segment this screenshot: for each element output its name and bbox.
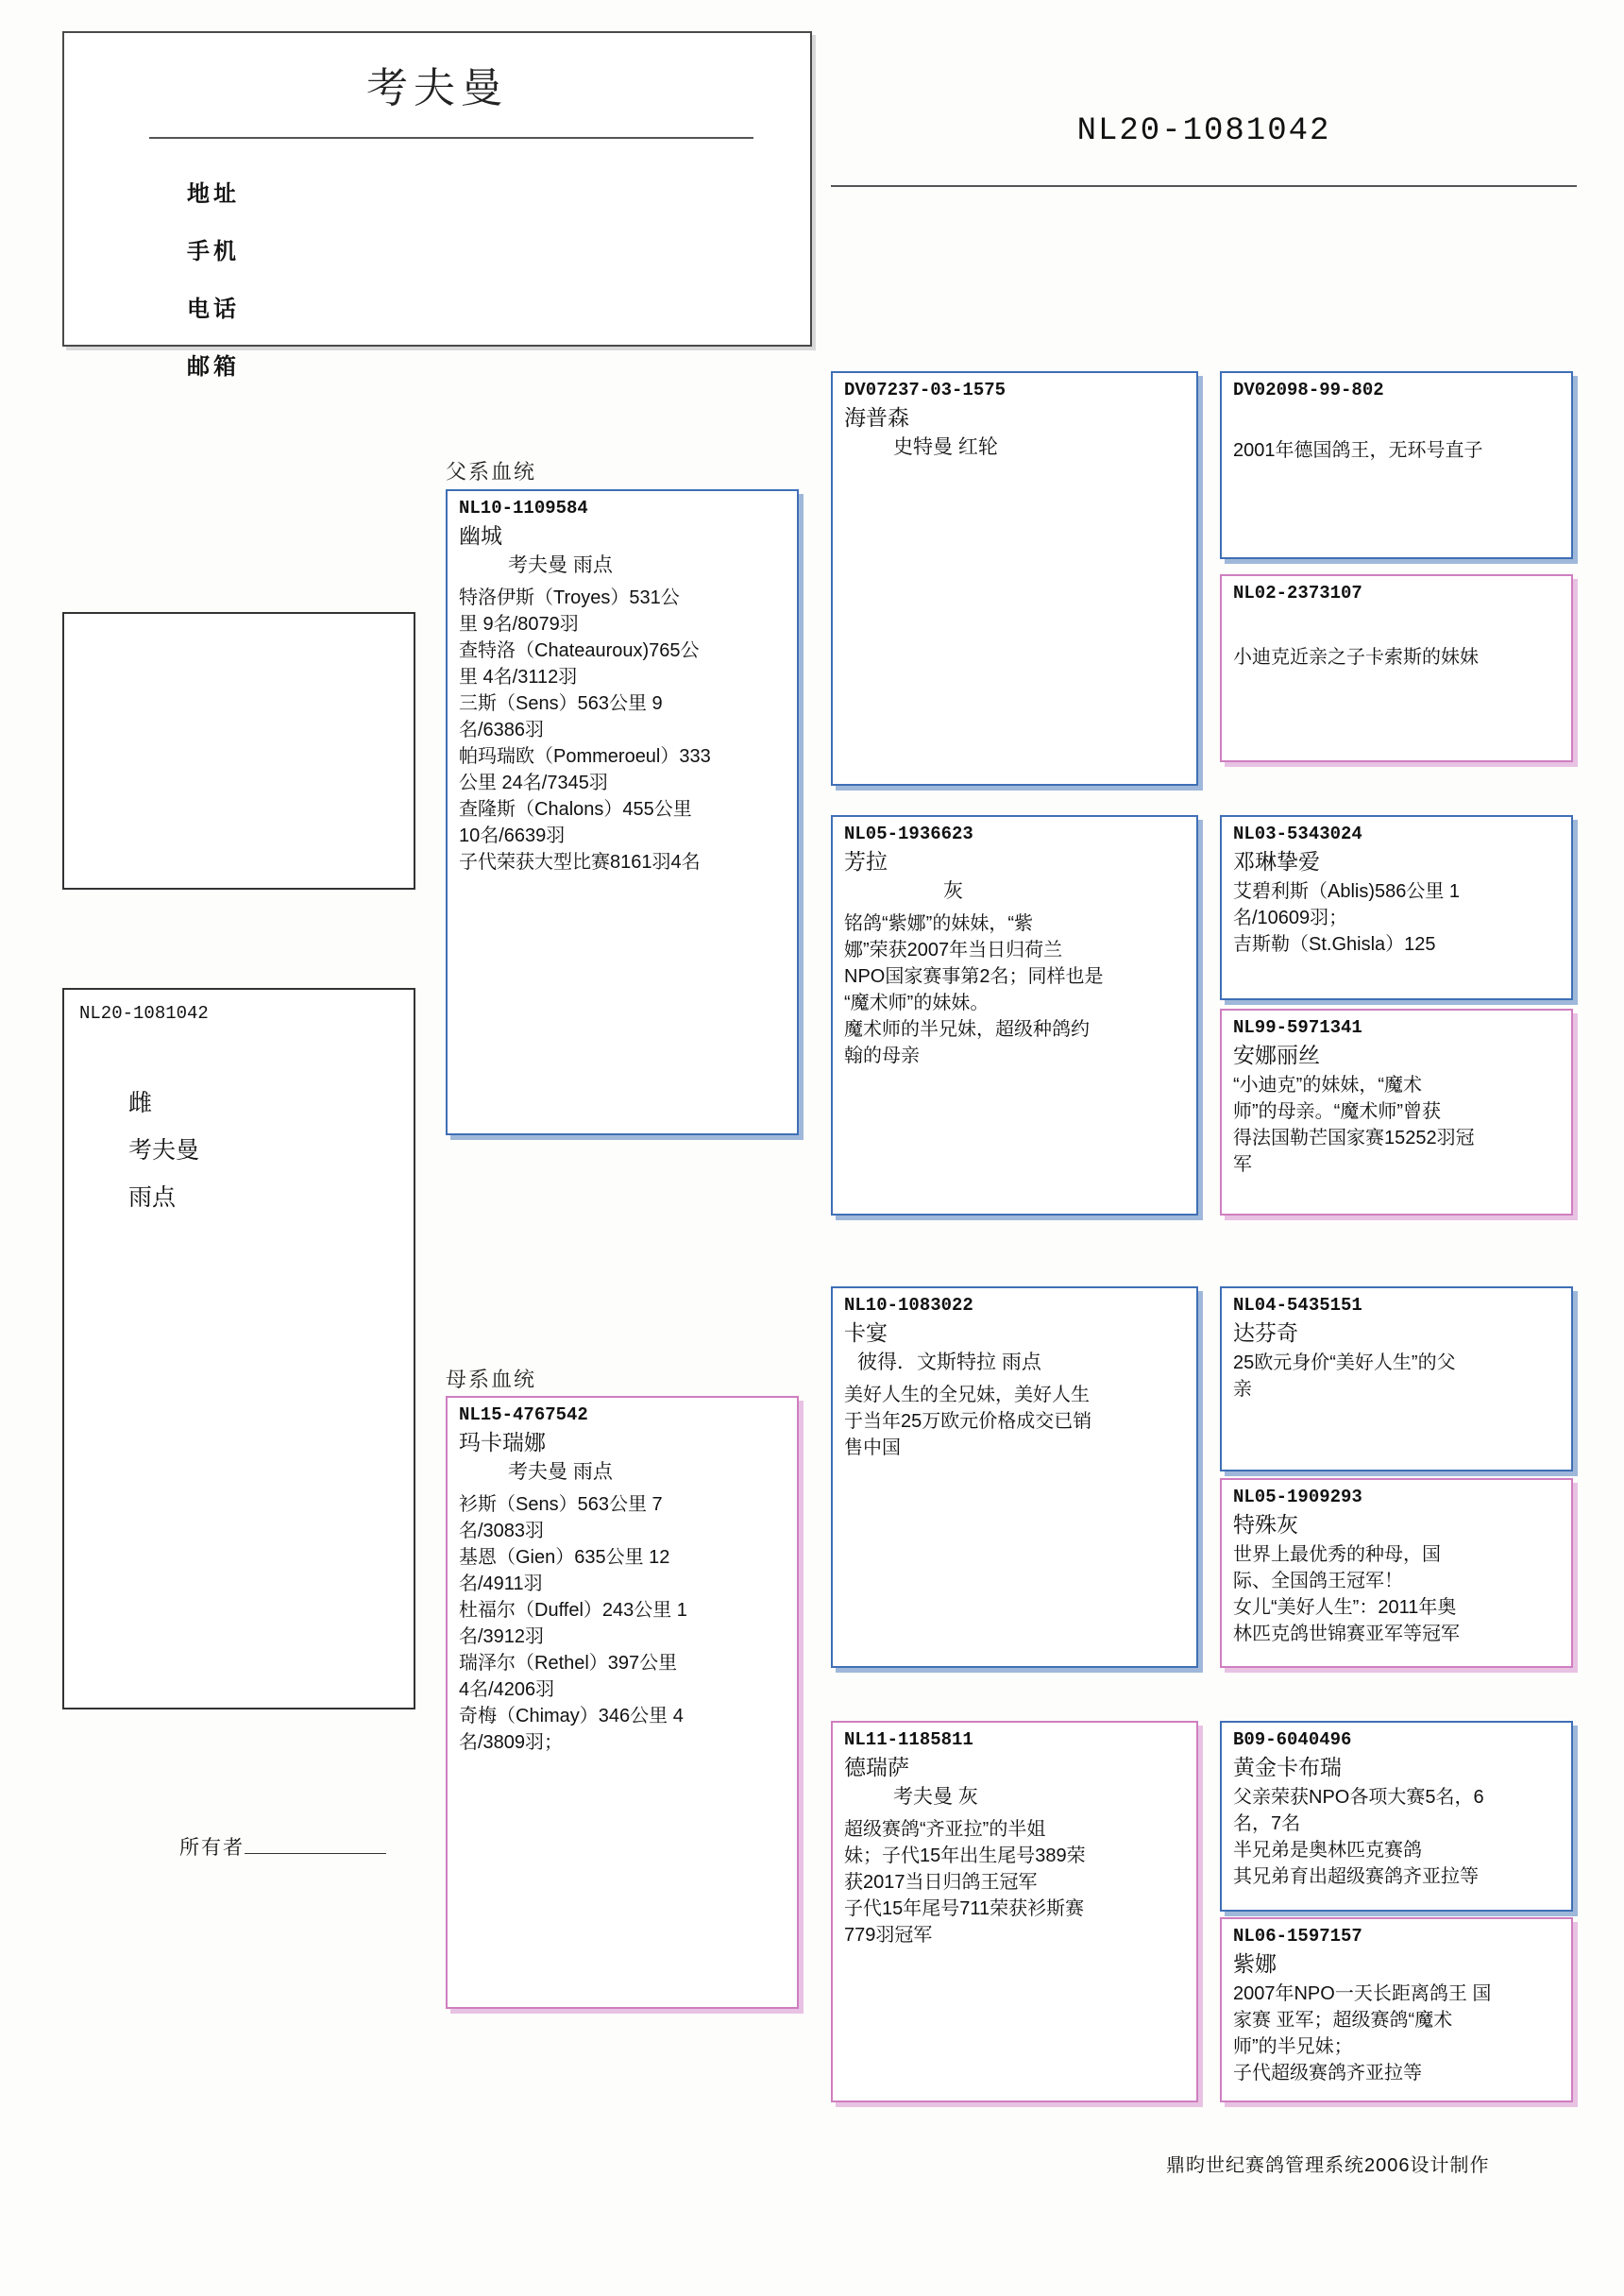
ggp-4-ring-number: NL99-5971341 [1233,1017,1362,1038]
note-line: 美好人生的全兄妹，美好人生 [844,1384,1090,1405]
note-line: 父亲荣获NPO各项大赛5名，6 [1233,1786,1484,1808]
ggp-8-notes [1233,1981,1560,2085]
note-line: 小迪克近亲之子卡索斯的妹妹 [1233,647,1479,668]
grandparent-4-subtitle: 考夫曼 灰 [893,1785,978,1808]
owner-signature-label: 所有者 [179,1837,245,1859]
grandparent-4-notes [844,1817,1185,1947]
sire-subtitle: 考夫曼 雨点 [508,553,613,576]
dam-result-line: 瑞泽尔（Rethel）397公里 [459,1652,678,1674]
grandparent-box-3 [831,1286,1198,1668]
note-line: 得法国勒芒国家赛15252羽冠 [1233,1127,1475,1148]
ggp-3-name: 邓琳挚爱 [1233,849,1320,874]
note-line: 名，7名 [1233,1812,1301,1834]
owner-divider [149,137,753,139]
owner-signature-line [179,1832,386,1861]
owner-field-email: 邮箱 [187,354,240,380]
grandparent-1-name: 海普森 [844,405,909,430]
owner-info-box [62,31,812,380]
dam-result-line: 4名/4206羽 [459,1678,555,1700]
note-line: 翰的母亲 [844,1045,920,1066]
subject-bird-box [62,988,415,1709]
note-line: 师”的母亲。“魔术师”曾获 [1233,1100,1441,1122]
owner-name: 考夫曼 [366,65,508,111]
dam-result-line: 名/3912羽 [459,1625,545,1647]
dam-ring-number: NL15-4767542 [459,1404,588,1425]
grandparent-4-name: 德瑞萨 [844,1755,909,1779]
great-grandparent-box-3 [1220,815,1573,1000]
subject-color: 雨点 [128,1184,177,1211]
dam-result-line: 杜福尔（Duffel）243公里 1 [459,1599,687,1621]
note-line: 师”的半兄妹； [1233,2035,1353,2057]
note-line: 售中国 [844,1437,901,1458]
ggp-8-ring-number: NL06-1597157 [1233,1926,1362,1947]
note-line: 家赛 亚军；超级赛鸽“魔术 [1233,2009,1453,2031]
note-line: 子代15年尾号711荣获衫斯赛 [844,1897,1085,1919]
dam-box [446,1396,799,2009]
dam-subtitle: 考夫曼 雨点 [508,1460,613,1483]
note-line: 世界上最优秀的种母，国 [1233,1543,1441,1565]
grandparent-1-ring-number: DV07237-03-1575 [844,380,1007,400]
ggp-7-name: 黄金卡布瑞 [1233,1755,1342,1779]
ggp-3-notes [1233,879,1560,957]
great-grandparent-box-2 [1220,574,1573,762]
dam-result-line: 名/4911羽 [459,1573,543,1594]
great-grandparent-box-5 [1220,1286,1573,1471]
ggp-4-name: 安娜丽丝 [1233,1043,1320,1067]
sire-result-line: 里 4名/3112羽 [459,666,578,688]
note-line: 其兄弟育出超级赛鸽齐亚拉等 [1233,1865,1479,1887]
note-line: 林匹克鸽世锦赛亚军等冠军 [1233,1623,1460,1644]
ggp-7-notes [1233,1785,1560,1889]
sire-result-line: 里 9名/8079羽 [459,613,579,635]
title-divider [831,185,1577,187]
sire-box [446,489,799,1135]
subject-sex: 雌 [128,1090,153,1116]
ggp-8-name: 紫娜 [1233,1951,1277,1976]
owner-field-phone: 电话 [187,297,240,322]
great-grandparent-box-6 [1220,1478,1573,1668]
dam-result-line: 衫斯（Sens）563公里 7 [459,1493,663,1515]
grandparent-box-1 [831,371,1198,786]
ggp-2-ring-number: NL02-2373107 [1233,583,1362,604]
note-line: 获2017当日归鸽王冠军 [844,1871,1038,1893]
sire-result-line: 特洛伊斯（Troyes）531公 [459,587,680,608]
owner-field-mobile: 手机 [187,239,240,264]
ggp-1-notes [1233,438,1560,463]
great-grandparent-box-4 [1220,1009,1573,1216]
grandparent-3-subtitle: 彼得．文斯特拉 雨点 [857,1351,1041,1373]
dam-name: 玛卡瑞娜 [459,1430,546,1454]
grandparent-box-4 [831,1721,1198,2102]
sire-name: 幽城 [459,523,502,548]
dam-result-line: 名/3809羽； [459,1731,564,1753]
sire-result-line: 查隆斯（Chalons）455公里 [459,798,692,820]
ggp-7-ring-number: B09-6040496 [1233,1729,1352,1750]
ggp-5-ring-number: NL04-5435151 [1233,1295,1362,1316]
grandparent-2-ring-number: NL05-1936623 [844,824,973,844]
ggp-5-name: 达芬奇 [1233,1320,1298,1345]
footer-credit: 鼎昀世纪赛鸽管理系统2006设计制作 [1166,2155,1490,2176]
grandparent-3-ring-number: NL10-1083022 [844,1295,973,1316]
note-line: 际、全国鸽王冠军！ [1233,1570,1403,1591]
grandparent-box-2 [831,815,1198,1216]
note-line: “小迪克”的妹妹，“魔术 [1233,1074,1422,1096]
note-line: 吉斯勒（St.Ghisla）125 [1233,933,1436,955]
note-line: 2007年NPO一天长距离鸽王 国 [1233,1982,1492,2004]
grandparent-2-subtitle: 灰 [943,879,963,902]
photo-placeholder-box [62,612,415,890]
note-line: 于当年25万欧元价格成交已销 [844,1410,1092,1432]
grandparent-1-subtitle: 史特曼 红轮 [893,435,998,458]
dam-results [459,1492,786,1755]
owner-signature-blank [245,1834,386,1854]
sire-result-line: 三斯（Sens）563公里 9 [459,692,663,714]
subject-ring-number: NL20-1081042 [79,1003,209,1024]
note-line: 名/10609羽； [1233,907,1348,928]
sire-result-line: 名/6386羽 [459,719,545,740]
note-line: 超级赛鸽“齐亚拉”的半姐 [844,1818,1046,1840]
ggp-6-name: 特殊灰 [1233,1512,1298,1537]
great-grandparent-box-1 [1220,371,1573,559]
owner-field-list [187,175,240,405]
ggp-3-ring-number: NL03-5343024 [1233,824,1362,844]
note-line: 半兄弟是奥林匹克赛鸽 [1233,1839,1422,1861]
sire-results [459,586,786,875]
subject-strain: 考夫曼 [128,1137,200,1164]
ggp-2-notes [1233,645,1560,670]
note-line: 娜”荣获2007年当日归荷兰 [844,939,1063,961]
grandparent-2-name: 芳拉 [844,849,888,874]
sire-result-line: 公里 24名/7345羽 [459,772,608,793]
ggp-1-ring-number: DV02098-99-802 [1233,380,1384,400]
dam-result-line: 基恩（Gien）635公里 12 [459,1546,670,1568]
sire-result-line: 10名/6639羽 [459,825,566,846]
ggp-6-notes [1233,1542,1560,1646]
ggp-5-notes [1233,1351,1560,1402]
note-line: 铭鸽“紫娜”的妹妹，“紫 [844,912,1033,934]
sire-result-line: 帕玛瑞欧（Pommeroeul）333 [459,745,711,767]
dam-result-line: 名/3083羽 [459,1520,545,1541]
great-grandparent-box-7 [1220,1721,1573,1912]
note-line: 子代超级赛鸽齐亚拉等 [1233,2062,1422,2083]
dam-section-label: 母系血统 [446,1368,537,1391]
note-line: 魔术师的半兄妹，超级种鸽约 [844,1018,1090,1040]
ggp-4-notes [1233,1073,1560,1177]
dam-result-line: 奇梅（Chimay）346公里 4 [459,1705,684,1726]
note-line: 2001年德国鸽王，无环号直子 [1233,440,1483,461]
note-line: 25欧元身价“美好人生”的父 [1233,1352,1456,1373]
note-line: 军 [1233,1153,1252,1175]
grandparent-4-ring-number: NL11-1185811 [844,1729,973,1750]
note-line: 艾碧利斯（Ablis)586公里 1 [1233,880,1461,902]
grandparent-2-notes [844,911,1185,1068]
sire-ring-number: NL10-1109584 [459,498,588,519]
page-title-ring-number: NL20-1081042 [1076,113,1331,149]
note-line: 779羽冠军 [844,1924,933,1946]
sire-section-label: 父系血统 [446,460,537,484]
sire-result-line: 查特洛（Chateauroux)765公 [459,639,700,661]
great-grandparent-box-8 [1220,1917,1573,2102]
grandparent-3-notes [844,1383,1185,1460]
note-line: 妹；子代15年出生尾号389荣 [844,1845,1086,1866]
grandparent-3-name: 卡宴 [844,1320,888,1345]
owner-field-address: 地址 [187,181,240,207]
note-line: 亲 [1233,1378,1252,1400]
note-line: 女儿“美好人生”：2011年奥 [1233,1596,1457,1618]
note-line: NPO国家赛事第2名；同样也是 [844,965,1104,987]
note-line: “魔术师”的妹妹。 [844,992,990,1013]
ggp-6-ring-number: NL05-1909293 [1233,1487,1362,1507]
sire-result-line: 子代荣获大型比赛8161羽4名 [459,851,701,873]
